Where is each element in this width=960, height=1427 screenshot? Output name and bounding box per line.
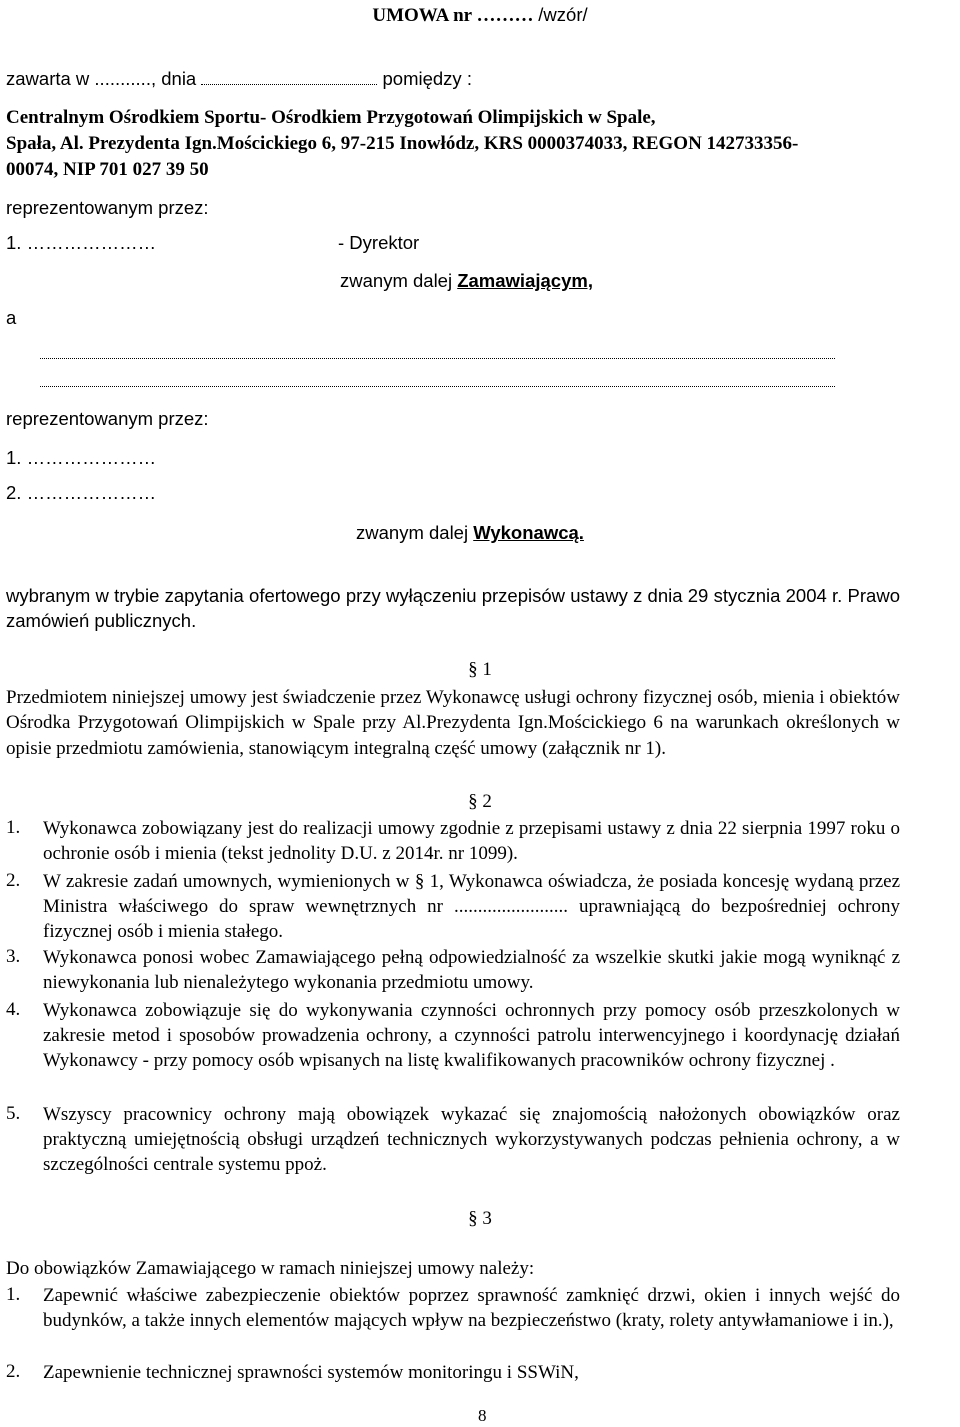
rep1-role: - Dyrektor bbox=[338, 232, 420, 253]
rep2-line1: 1. ………………… bbox=[6, 447, 157, 468]
hereinafter-prefix-1: zwanym dalej bbox=[340, 270, 458, 291]
contractor-blank-line-1 bbox=[40, 358, 835, 359]
contractor-name: Wykonawcą. bbox=[473, 522, 584, 543]
section3-item-number: 2. bbox=[6, 1361, 21, 1382]
section2-item-text: Wykonawca zobowiązuje się do wykonywania czynności ochronnych przy pomocy osób przeszkolonych w zakresie metod i sposobów prowadzenia ochrony, a czynności patrolu interwencyjnego i koordynację działań Wykonawcy - przy pomocy osób wpisanych na listę kwalifikowanych pracowników ochrony fizycznej . bbox=[43, 1000, 900, 1071]
hereinafter-prefix-2: zwanym dalej bbox=[356, 522, 474, 543]
section2-item-number: 4. bbox=[6, 999, 21, 1020]
party1-line2: Spała, Al. Prezydenta Ign.Mościckiego 6, 97-215 Inowłódz, KRS 0000374033, REGON 142733356- bbox=[6, 133, 799, 154]
represented-by-1: reprezentowanym przez: bbox=[6, 197, 209, 218]
selection-mode-paragraph: wybranym w trybie zapytania ofertowego przy wyłączeniu przepisów ustawy z dnia 29 stycznia 2004 r. Prawo zamówień publicznych. bbox=[6, 585, 900, 632]
section2-item-number: 2. bbox=[6, 870, 21, 891]
section2-item-number: 1. bbox=[6, 817, 21, 838]
section2-item-number: 5. bbox=[6, 1103, 21, 1124]
section1-heading-text: § 1 bbox=[468, 659, 492, 680]
party1-line3: 00074, NIP 701 027 39 50 bbox=[6, 159, 209, 180]
section2-item-text: Wszyscy pracownicy ochrony mają obowiązek wykazać się znajomością nałożonych obowiązków oraz praktyczną umiejętnością obsługi urządzeń technicznych wykorzystywanych podczas pełnienia ochrony, a w szczególności centrale systemu ppoż. bbox=[43, 1104, 900, 1175]
concluded-prefix: zawarta w ..........., dnia bbox=[6, 68, 197, 89]
between-label: pomiędzy : bbox=[382, 68, 472, 89]
hereinafter-1 bbox=[340, 270, 593, 292]
section3-item-text: Zapewnić właściwe zabezpieczenie obiektów poprzez sprawność zamknięć drzwi, okien i innych wejść do budynków, a także innych elementów mających wpływ na bezpieczeństwo (kraty, rolety antywłamaniowe i in.), bbox=[43, 1285, 900, 1331]
party1-line1: Centralnym Ośrodkiem Sportu- Ośrodkiem Przygotowań Olimpijskich w Spale, bbox=[6, 107, 656, 128]
section3-heading bbox=[0, 1208, 960, 1230]
section2-item-text: Wykonawca zobowiązany jest do realizacji umowy zgodnie z przepisami ustawy z dnia 22 sierpnia 1997 roku o ochronie osób i mienia (tekst jednolity D.U. z 2014r. nr 1099). bbox=[43, 818, 900, 864]
rep2-line2: 2. ………………… bbox=[6, 482, 157, 503]
section3-heading-text: § 3 bbox=[468, 1208, 492, 1229]
page-number: 8 bbox=[478, 1406, 487, 1425]
concluded-line bbox=[6, 68, 472, 90]
section3-item-number: 1. bbox=[6, 1284, 21, 1305]
conjunction-a: a bbox=[6, 307, 17, 328]
title-main: UMOWA nr ……… bbox=[372, 5, 534, 26]
date-fill bbox=[201, 70, 377, 85]
title-suffix: /wzór/ bbox=[538, 4, 588, 25]
section2-item-number: 3. bbox=[6, 946, 21, 967]
section1-paragraph: Przedmiotem niniejszej umowy jest świadczenie przez Wykonawcę usługi ochrony fizycznej osób, mienia i obiektów Ośrodka Przygotowań Olimpijskich w Spale przy Al.Prezydenta Ign.Mościckiego 6 na warunkach określonych w opisie przedmiotu zamówienia, stanowiącym integralną część umowy (załącznik nr 1). bbox=[6, 687, 900, 759]
section3-item-text: Zapewnienie technicznej sprawności systemów monitoringu i SSWiN, bbox=[43, 1362, 579, 1383]
contractor-blank-line-2 bbox=[40, 386, 835, 387]
rep1-number: 1. ………………… bbox=[6, 232, 157, 253]
section3-intro: Do obowiązków Zamawiającego w ramach niniejszej umowy należy: bbox=[6, 1258, 535, 1279]
represented-by-2: reprezentowanym przez: bbox=[6, 408, 209, 429]
hereinafter-2 bbox=[356, 522, 584, 544]
section2-heading-text: § 2 bbox=[468, 791, 492, 812]
section1-heading bbox=[0, 659, 960, 681]
section2-item-text: Wykonawca ponosi wobec Zamawiającego pełną odpowiedzialność za wszelkie skutki jakie mogą wyniknąć z niewykonania lub nienależytego wykonania przedmiotu umowy. bbox=[43, 947, 900, 993]
ordering-party-name: Zamawiającym, bbox=[457, 270, 593, 291]
document-title bbox=[0, 4, 960, 27]
section2-item-text: W zakresie zadań umownych, wymienionych w § 1, Wykonawca oświadcza, że posiada koncesję wydaną przez Ministra właściwego do spraw wewnętrznych nr ........................ uprawniającą do bezpośredniej ochrony fizycznej osób i mienia stałego. bbox=[43, 871, 900, 942]
section2-heading bbox=[0, 791, 960, 813]
